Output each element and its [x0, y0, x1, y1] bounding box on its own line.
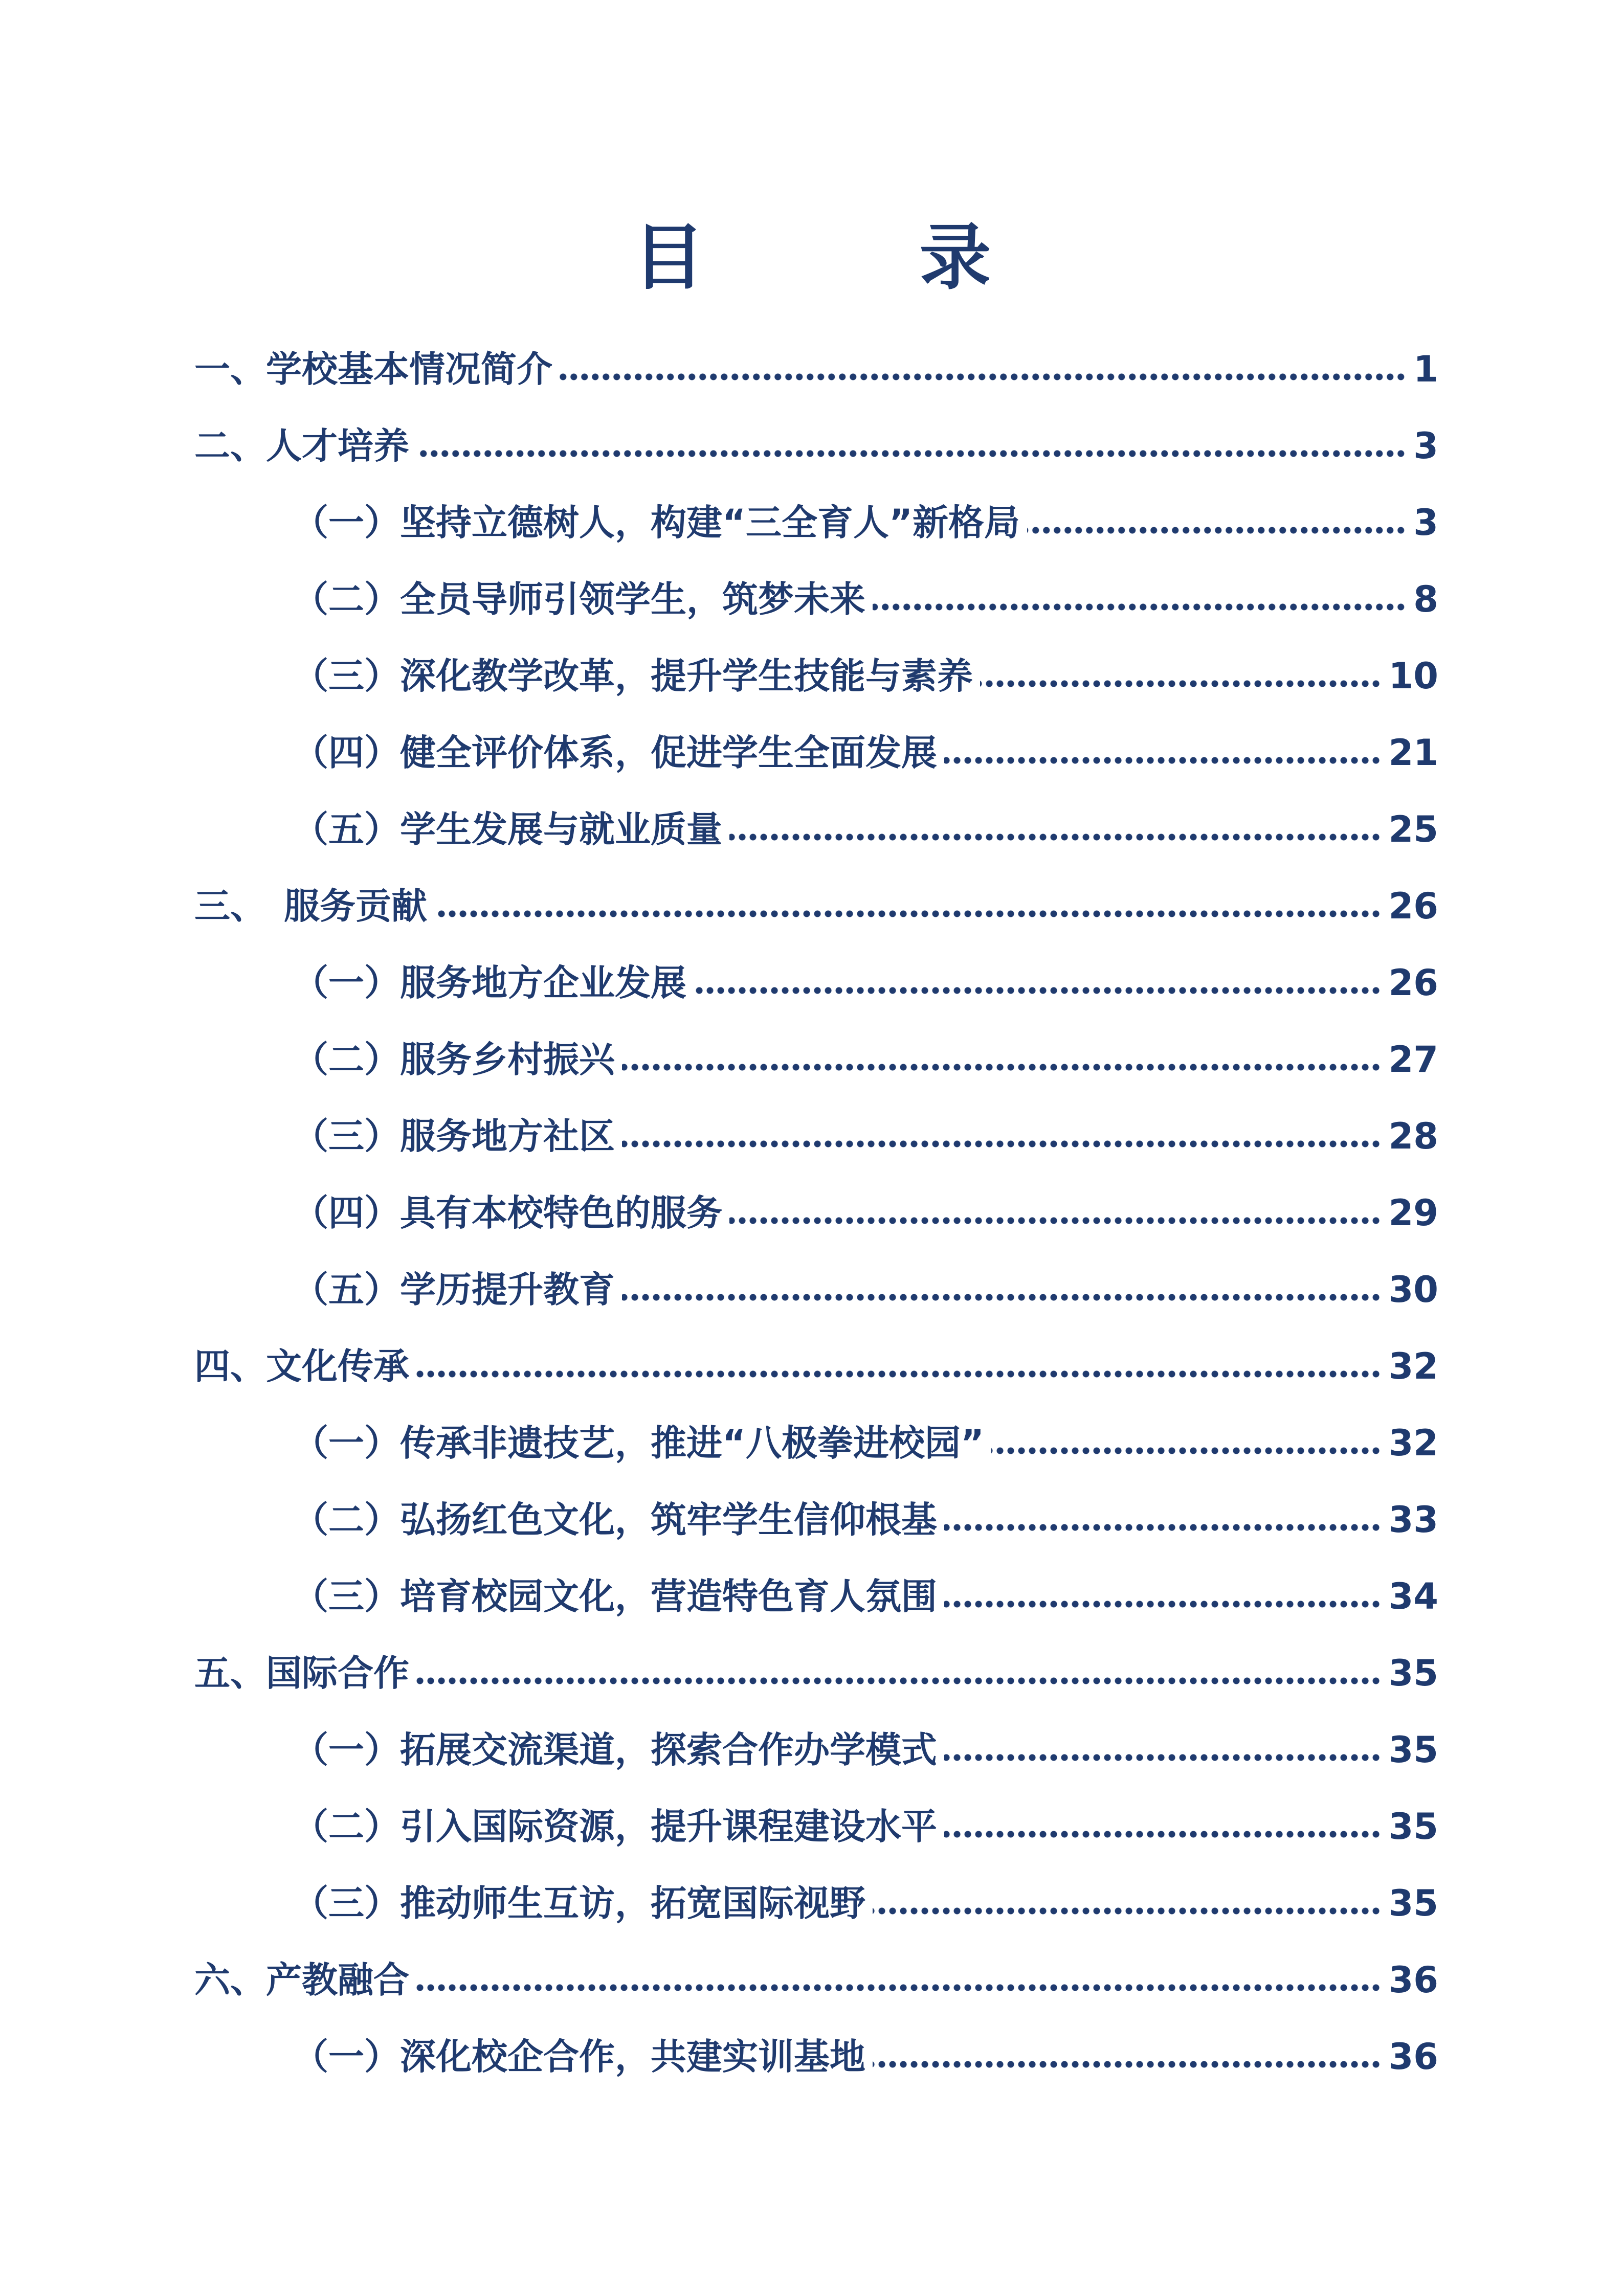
dot-leader [416, 1677, 1382, 1684]
toc-entry-page: 10 [1388, 655, 1438, 697]
toc-entry[interactable] [194, 804, 1438, 881]
dot-leader [944, 1601, 1382, 1608]
toc-entry-page: 1 [1413, 348, 1438, 390]
page-title: 目 录 [633, 216, 1063, 300]
toc-entry[interactable] [194, 957, 1438, 1034]
toc-entry-label: （三）深化教学改革，提升学生技能与素养 [293, 655, 973, 697]
toc-entry-label: 六、产教融合 [194, 1959, 409, 2001]
toc-entry[interactable] [194, 1111, 1438, 1187]
toc-entry-page: 26 [1388, 885, 1438, 927]
dot-leader [944, 757, 1382, 764]
toc-entry[interactable] [194, 1954, 1438, 2031]
toc-entry-label: （一）服务地方企业发展 [293, 962, 686, 1004]
dot-leader [991, 1447, 1382, 1454]
dot-leader [980, 680, 1382, 687]
toc-entry-page: 30 [1388, 1269, 1438, 1311]
toc-entry-label: 二、人才培养 [194, 425, 409, 467]
dot-leader [729, 834, 1382, 841]
dot-leader [622, 1064, 1382, 1071]
toc-entry[interactable] [194, 650, 1438, 727]
dot-leader [694, 987, 1382, 994]
toc-entry-label: 一、学校基本情况简介 [194, 348, 552, 390]
dot-leader [944, 1831, 1382, 1838]
toc-entry[interactable] [194, 1187, 1438, 1264]
toc-entry-label: （三）培育校园文化，营造特色育人氛围 [293, 1575, 937, 1617]
dot-leader [622, 1140, 1382, 1147]
toc-entry-page: 3 [1413, 502, 1438, 544]
toc-entry-page: 3 [1413, 425, 1438, 467]
toc-entry-page: 28 [1388, 1115, 1438, 1157]
dot-leader [434, 910, 1382, 917]
toc-entry-page: 26 [1388, 962, 1438, 1004]
toc-entry-page: 33 [1388, 1499, 1438, 1541]
toc-entry[interactable] [194, 1034, 1438, 1111]
toc-entry[interactable] [194, 1648, 1438, 1724]
toc-entry-label: （三）推动师生互访，拓宽国际视野 [293, 1882, 865, 1924]
dot-leader [944, 1524, 1382, 1531]
toc-entry-label: （一）坚持立德树人，构建“三全育人”新格局 [293, 502, 1020, 544]
toc-entry-label: （二）引入国际资源，提升课程建设水平 [293, 1806, 937, 1848]
toc-entry[interactable] [194, 727, 1438, 804]
toc-entry[interactable] [194, 344, 1438, 420]
dot-leader [622, 1294, 1382, 1301]
dot-leader [1027, 527, 1406, 534]
dot-leader [416, 450, 1406, 457]
toc-entry-page: 36 [1388, 1959, 1438, 2001]
toc-entry-page: 8 [1413, 578, 1438, 620]
toc-entry-label: （三）服务地方社区 [293, 1115, 615, 1157]
toc-entry-label: （五）学生发展与就业质量 [293, 808, 722, 850]
toc-entry-label: （二）弘扬红色文化，筑牢学生信仰根基 [293, 1499, 937, 1541]
toc-entry[interactable] [194, 1724, 1438, 1801]
dot-leader [873, 2061, 1382, 2068]
dot-leader [416, 1370, 1382, 1378]
toc-entry[interactable] [194, 881, 1438, 957]
toc-entry[interactable] [194, 497, 1438, 574]
dot-leader [560, 373, 1406, 380]
toc-entry-label: （一）拓展交流渠道，探索合作办学模式 [293, 1729, 937, 1771]
toc-entry-label: （一）深化校企合作，共建实训基地 [293, 2036, 865, 2078]
dot-leader [873, 603, 1406, 611]
toc-entry[interactable] [194, 2031, 1438, 2108]
toc-entry-page: 34 [1388, 1575, 1438, 1617]
toc-entry-page: 35 [1388, 1806, 1438, 1848]
toc-entry-page: 25 [1388, 808, 1438, 850]
toc-entry[interactable] [194, 420, 1438, 497]
toc-entry[interactable] [194, 1494, 1438, 1571]
toc-entry-label: 三、 服务贡献 [194, 885, 427, 927]
toc-entry[interactable] [194, 1264, 1438, 1341]
toc-entry[interactable] [194, 574, 1438, 650]
dot-leader [416, 1984, 1382, 1991]
toc-entry-page: 35 [1388, 1729, 1438, 1771]
toc-entry-page: 21 [1388, 732, 1438, 774]
dot-leader [729, 1217, 1382, 1224]
toc-entry-label: （一）传承非遗技艺，推进“八极拳进校园” [293, 1422, 985, 1464]
toc-entry-label: （四）健全评价体系，促进学生全面发展 [293, 732, 937, 774]
toc-entry[interactable] [194, 1417, 1438, 1494]
toc-entry-page: 35 [1388, 1882, 1438, 1924]
toc-entry-label: 四、文化传承 [194, 1345, 409, 1387]
table-of-contents [194, 344, 1438, 2108]
toc-entry-page: 36 [1388, 2036, 1438, 2078]
toc-entry[interactable] [194, 1571, 1438, 1648]
toc-entry-page: 32 [1388, 1345, 1438, 1387]
toc-entry[interactable] [194, 1801, 1438, 1878]
toc-entry-label: （二）全员导师引领学生，筑梦未来 [293, 578, 865, 620]
dot-leader [873, 1907, 1382, 1915]
toc-entry-page: 29 [1388, 1192, 1438, 1234]
toc-entry[interactable] [194, 1878, 1438, 1954]
toc-entry-label: 五、国际合作 [194, 1652, 409, 1694]
toc-entry-page: 35 [1388, 1652, 1438, 1694]
toc-entry-label: （二）服务乡村振兴 [293, 1039, 615, 1081]
dot-leader [944, 1754, 1382, 1761]
toc-entry[interactable] [194, 1341, 1438, 1417]
toc-entry-page: 27 [1388, 1039, 1438, 1081]
toc-entry-page: 32 [1388, 1422, 1438, 1464]
toc-entry-label: （四）具有本校特色的服务 [293, 1192, 722, 1234]
toc-entry-label: （五）学历提升教育 [293, 1269, 615, 1311]
